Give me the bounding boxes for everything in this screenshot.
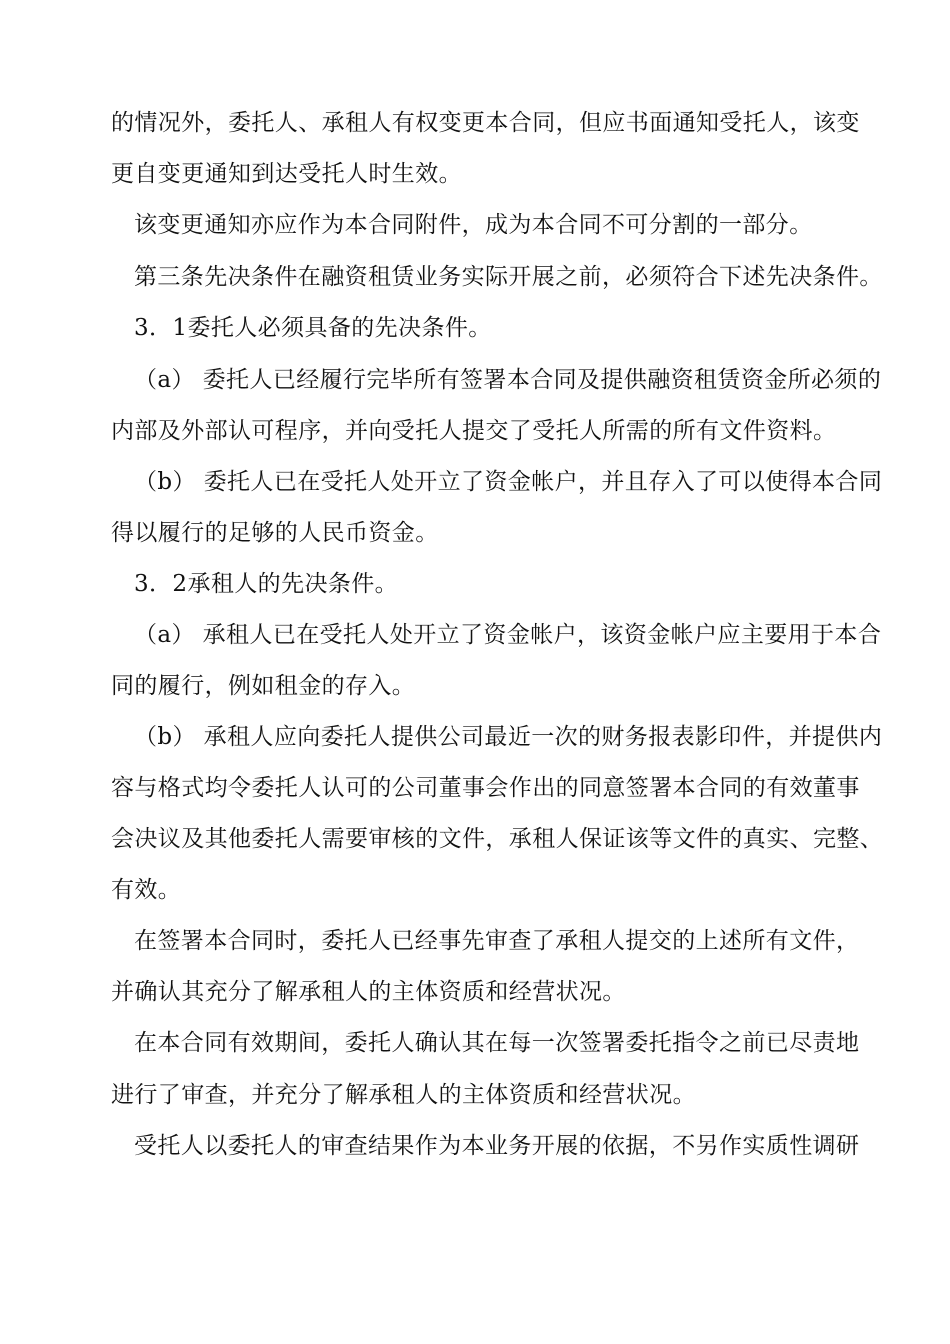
paragraph-line: 在签署本合同时，委托人已经事先审查了承租人提交的上述所有文件， (134, 928, 860, 954)
clause-line: 会决议及其他委托人需要审核的文件，承租人保证该等文件的真实、完整、 (111, 826, 884, 852)
paragraph-line: 并确认其充分了解承租人的主体资质和经营状况。 (111, 979, 626, 1005)
paragraph-line: 该变更通知亦应作为本合同附件，成为本合同不可分割的一部分。 (134, 212, 813, 238)
paragraph-line: 在本合同有效期间，委托人确认其在每一次签署委托指令之前已尽责地 (134, 1030, 860, 1056)
clause-line: 同的履行，例如租金的存入。 (111, 673, 416, 699)
section-heading: 第三条先决条件在融资租赁业务实际开展之前，必须符合下述先决条件。 (134, 264, 883, 290)
subsection-heading: 3．1委托人必须具备的先决条件。 (134, 315, 492, 341)
paragraph-line: 的情况外，委托人、承租人有权变更本合同，但应书面通知受托人，该变 (111, 110, 860, 136)
paragraph-line: 受托人以委托人的审查结果作为本业务开展的依据，不另作实质性调研 (134, 1133, 860, 1159)
clause-line: （a） 委托人已经履行完毕所有签署本合同及提供融资租赁资金所必须的 (134, 367, 882, 393)
paragraph-line: 进行了审查，并充分了解承租人的主体资质和经营状况。 (111, 1082, 696, 1108)
subsection-heading: 3．2承租人的先决条件。 (134, 571, 399, 597)
clause-line: 内部及外部认可程序，并向受托人提交了受托人所需的所有文件资料。 (111, 418, 837, 444)
clause-line: 有效。 (111, 877, 182, 903)
clause-line: （b） 承租人应向委托人提供公司最近一次的财务报表影印件，并提供内 (134, 724, 883, 750)
clause-line: 容与格式均令委托人认可的公司董事会作出的同意签署本合同的有效董事 (111, 775, 860, 801)
clause-line: （a） 承租人已在受托人处开立了资金帐户，该资金帐户应主要用于本合 (134, 622, 882, 648)
clause-line: （b） 委托人已在受托人处开立了资金帐户，并且存入了可以使得本合同 (134, 469, 883, 495)
clause-line: 得以履行的足够的人民币资金。 (111, 520, 439, 546)
paragraph-line: 更自变更通知到达受托人时生效。 (111, 161, 462, 187)
